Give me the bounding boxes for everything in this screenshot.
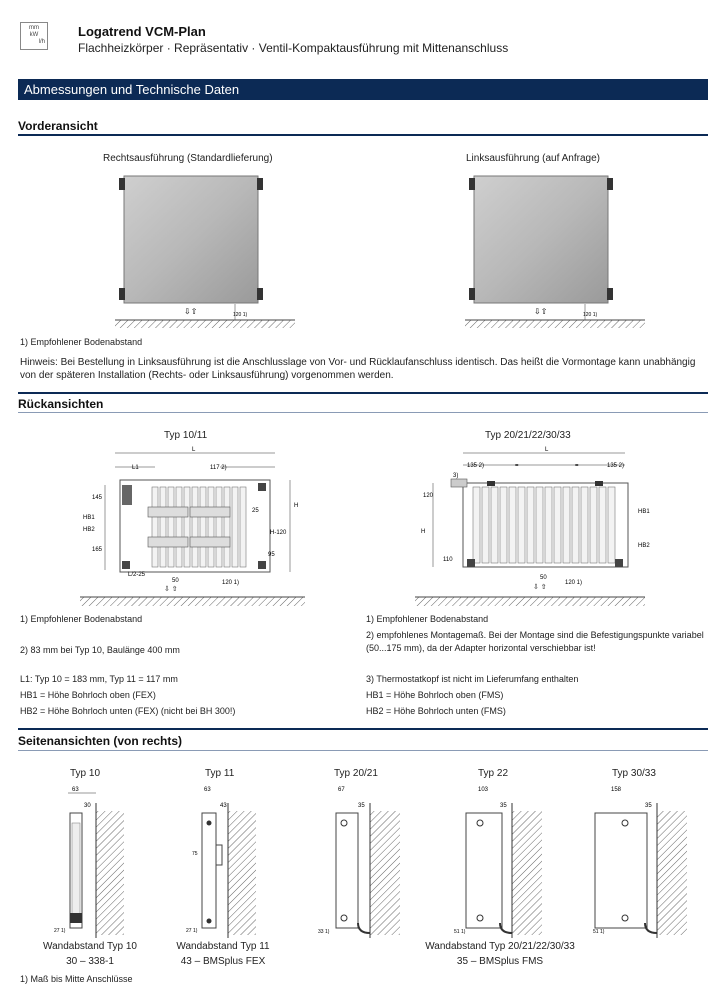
rear-right-note-5: HB2 = Höhe Bohrloch unten (FMS) — [366, 706, 506, 716]
svg-text:HB1: HB1 — [83, 515, 95, 521]
side-type-22-title: Typ 22 — [478, 768, 509, 779]
svg-text:27 1): 27 1) — [186, 928, 198, 934]
front-view-heading: Vorderansicht — [18, 119, 98, 133]
svg-text:75: 75 — [192, 851, 198, 857]
rear-right-note-3: 3) Thermostatkopf ist nicht im Lieferumfang enthalten — [366, 674, 579, 684]
caption-typ20-33-value: 35 – BMSplus FMS — [456, 956, 544, 967]
divider — [18, 392, 708, 394]
divider — [18, 412, 708, 413]
side-type-10-title: Typ 10 — [70, 768, 101, 779]
svg-text:117 2): 117 2) — [210, 465, 227, 471]
divider — [18, 728, 708, 730]
svg-text:135 2): 135 2) — [467, 463, 485, 469]
svg-text:51 1): 51 1) — [593, 929, 605, 935]
rear-view-right-drawing — [415, 445, 650, 610]
front-note: Hinweis: Bei Bestellung in Linksausführung ist die Anschlusslage von Vor- und Rücklaufanschluss identisch. Das heißt die Vormontage kann unabhängig von der späteren Installation (Rechts- oder Linksausführung) vorgenommen werden. — [20, 357, 696, 381]
caption-typ11-title: Wandabstand Typ 11 — [176, 941, 270, 952]
side-footnote: 1) Maß bis Mitte Anschlüsse — [20, 974, 133, 984]
svg-text:120 1): 120 1) — [583, 312, 598, 318]
svg-text:HB2: HB2 — [83, 527, 95, 533]
front-view-left-drawing — [460, 168, 650, 333]
svg-text:L/2-25: L/2-25 — [128, 572, 146, 578]
rear-left-note-3: L1: Typ 10 = 183 mm, Typ 11 = 117 mm — [20, 674, 178, 684]
svg-text:51 1): 51 1) — [454, 929, 466, 935]
svg-text:H-120: H-120 — [270, 530, 287, 536]
svg-text:H: H — [421, 529, 426, 535]
svg-text:95: 95 — [268, 552, 275, 558]
dimensions-icon: mm kW l/h — [20, 22, 48, 50]
svg-text:3): 3) — [453, 473, 459, 479]
side-view-typ30-33 — [585, 783, 695, 943]
svg-text:⇩ ⇧: ⇩ ⇧ — [164, 586, 178, 593]
svg-text:158: 158 — [611, 787, 622, 793]
svg-text:120 1): 120 1) — [565, 580, 583, 586]
svg-text:120 1): 120 1) — [233, 312, 248, 318]
svg-text:⇩⇧: ⇩⇧ — [534, 307, 548, 316]
svg-text:50: 50 — [540, 575, 547, 581]
svg-text:L1: L1 — [132, 465, 139, 471]
section-banner: Abmessungen und Technische Daten — [18, 79, 708, 100]
svg-text:=: = — [515, 463, 519, 469]
svg-text:120 1): 120 1) — [222, 580, 240, 586]
svg-text:⇩⇧: ⇩⇧ — [184, 307, 198, 316]
svg-text:145: 145 — [92, 495, 103, 501]
front-footnote: 1) Empfohlener Bodenabstand — [20, 337, 143, 347]
rear-right-note-1: 1) Empfohlener Bodenabstand — [366, 614, 489, 624]
caption-typ20-33-title: Wandabstand Typ 20/21/22/30/33 — [425, 941, 575, 952]
svg-text:50: 50 — [172, 578, 179, 584]
rear-right-note-2: 2) empfohlenes Montagemaß. Bei der Montage sind die Befestigungspunkte variabel (50...175 mm), da der Adapter horizontal verschiebbar ist! — [366, 630, 704, 653]
rear-right-note-4: HB1 = Höhe Bohrloch oben (FMS) — [366, 690, 504, 700]
rear-left-note-4: HB1 = Höhe Bohrloch oben (FEX) — [20, 690, 156, 700]
product-subtitle: Flachheizkörper · Repräsentativ · Ventil-Kompaktausführung mit Mittenanschluss — [78, 41, 509, 55]
front-view-right-drawing — [110, 168, 300, 333]
svg-text:165: 165 — [92, 547, 103, 553]
rear-view-heading: Rückansichten — [18, 397, 104, 411]
divider — [18, 134, 708, 136]
rear-right-caption: Typ 20/21/22/30/33 — [485, 430, 571, 441]
product-title: Logatrend VCM-Plan — [78, 24, 206, 39]
divider — [18, 750, 708, 751]
svg-text:HB1: HB1 — [638, 509, 650, 515]
side-type-30-33-title: Typ 30/33 — [612, 768, 656, 779]
side-type-11-title: Typ 11 — [205, 768, 235, 779]
rear-left-caption: Typ 10/11 — [164, 430, 208, 441]
svg-text:HB2: HB2 — [638, 543, 650, 549]
svg-text:L: L — [545, 447, 549, 453]
rear-left-note-5: HB2 = Höhe Bohrloch unten (FEX) (nicht bei BH 300!) — [20, 706, 236, 716]
rear-left-note-2: 2) 83 mm bei Typ 10, Baulänge 400 mm — [20, 645, 180, 655]
caption-typ10-title: Wandabstand Typ 10 — [43, 941, 137, 952]
svg-text:33 1): 33 1) — [318, 929, 330, 935]
svg-text:63: 63 — [204, 787, 211, 793]
svg-text:43: 43 — [220, 803, 227, 809]
svg-text:120: 120 — [423, 493, 434, 499]
side-type-20-21-title: Typ 20/21 — [334, 768, 378, 779]
svg-text:27 1): 27 1) — [54, 928, 66, 934]
svg-text:H: H — [294, 503, 299, 509]
svg-text:25: 25 — [252, 508, 259, 514]
svg-text:63: 63 — [72, 787, 79, 793]
svg-text:30: 30 — [84, 803, 91, 809]
side-view-typ22 — [450, 783, 550, 943]
left-version-caption: Linksausführung (auf Anfrage) — [466, 153, 600, 164]
svg-text:35: 35 — [500, 803, 507, 809]
side-view-typ20-21 — [310, 783, 410, 943]
caption-typ11-value: 43 – BMSplus FEX — [180, 956, 266, 967]
right-version-caption: Rechtsausführung (Standardlieferung) — [103, 153, 273, 164]
svg-text:135 2): 135 2) — [607, 463, 625, 469]
svg-text:⇩ ⇧: ⇩ ⇧ — [533, 584, 547, 591]
caption-typ10-value: 30 – 338-1 — [66, 956, 114, 967]
side-view-heading: Seitenansichten (von rechts) — [18, 734, 183, 748]
rear-view-left-drawing — [80, 445, 310, 610]
svg-text:=: = — [575, 463, 579, 469]
side-view-typ11 — [180, 783, 280, 943]
svg-text:35: 35 — [358, 803, 365, 809]
svg-text:103: 103 — [478, 787, 489, 793]
side-view-typ10 — [48, 783, 148, 943]
svg-text:67: 67 — [338, 787, 345, 793]
svg-text:35: 35 — [645, 803, 652, 809]
svg-text:110: 110 — [443, 557, 453, 563]
svg-text:L: L — [192, 447, 196, 453]
rear-left-note-1: 1) Empfohlener Bodenabstand — [20, 614, 143, 624]
